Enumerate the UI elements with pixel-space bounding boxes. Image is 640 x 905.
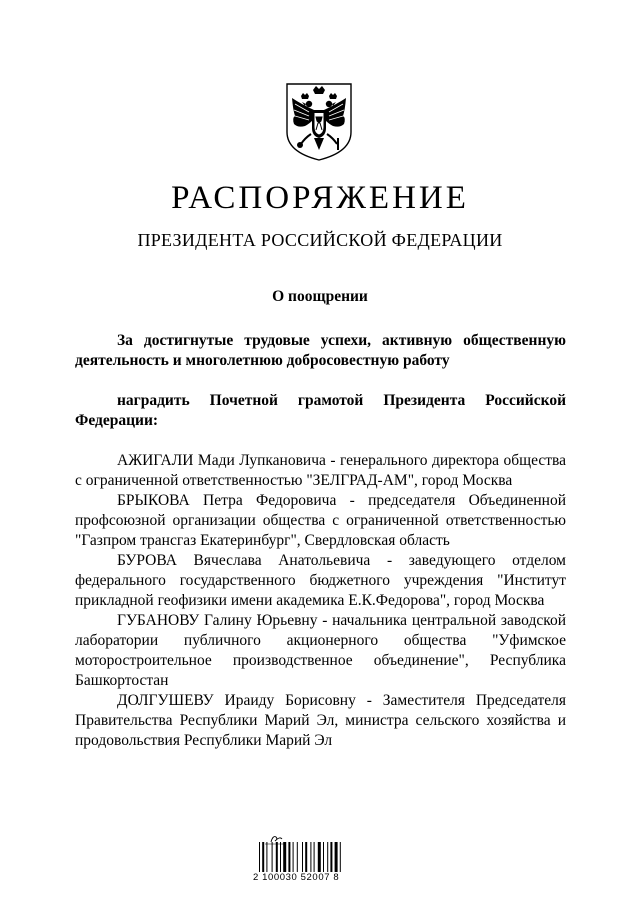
- barcode-bar: [259, 842, 260, 872]
- barcode-bar: [318, 842, 321, 872]
- barcode-bar: [330, 842, 332, 872]
- barcode-bar: [280, 842, 281, 872]
- barcode-bar: [297, 842, 298, 872]
- barcode-bar: [335, 842, 338, 872]
- document-subject: О поощрении: [272, 288, 368, 305]
- barcode-bar: [310, 842, 311, 872]
- award-paragraph: наградить Почетной грамотой Президента Российской Федерации:: [75, 392, 566, 429]
- barcode-bar: [293, 842, 294, 872]
- barcode-bar: [327, 842, 328, 872]
- nominee-entry: АЖИГАЛИ Мади Лупкановича - генерального директора общества с ограниченной ответственностью "ЗЕЛГРАД-АМ", город Москва: [75, 452, 566, 489]
- barcode-bar: [266, 842, 267, 872]
- barcode-bar: [323, 842, 324, 872]
- coat-of-arms-icon: [281, 80, 357, 162]
- barcode-bar: [340, 842, 341, 872]
- nominee-entry: ДОЛГУШЕВУ Ираиду Борисовну - Заместителя Председателя Правительства Республики Марий Эл, министра сельского хозяйства и продовольствия Республики Марий Эл: [75, 692, 566, 749]
- barcode-bar: [283, 842, 286, 872]
- barcode-bar: [262, 842, 264, 872]
- document-subtitle: ПРЕЗИДЕНТА РОССИЙСКОЙ ФЕДЕРАЦИИ: [137, 230, 503, 250]
- nominee-entry: ГУБАНОВУ Галину Юрьевну - начальника центральной заводской лаборатории публичного акционерного общества "Уфимское моторостроительное производственное объединение", Республика Башкортостан: [75, 612, 566, 689]
- barcode-bar: [302, 842, 303, 872]
- nominee-list: [75, 451, 566, 751]
- document-title: РАСПОРЯЖЕНИЕ: [171, 180, 469, 216]
- nominee-entry: БРЫКОВА Петра Федоровича - председателя Объединенной профсоюзной организации общества с ограниченной ответственностью "Газпром трансгаз Екатеринбург", Свердловская область: [75, 492, 566, 549]
- barcode-bar: [314, 842, 315, 872]
- barcode-icon: [258, 842, 354, 872]
- nominee-entry: БУРОВА Вячеслава Анатольевича - заведующего отделом федерального государственного бюджетного учреждения "Институт прикладной геофизики имени академика Е.К.Федорова", город Москва: [75, 552, 566, 609]
- barcode-bar: [305, 842, 307, 872]
- barcode-bar: [288, 842, 290, 872]
- barcode-bar: [272, 842, 273, 872]
- barcode-number: 2 100030 52007 8: [253, 872, 340, 883]
- preamble-paragraph: За достигнутые трудовые успехи, активную общественную деятельность и многолетнюю добросовестную работу: [75, 332, 566, 369]
- barcode-bar: [276, 842, 278, 872]
